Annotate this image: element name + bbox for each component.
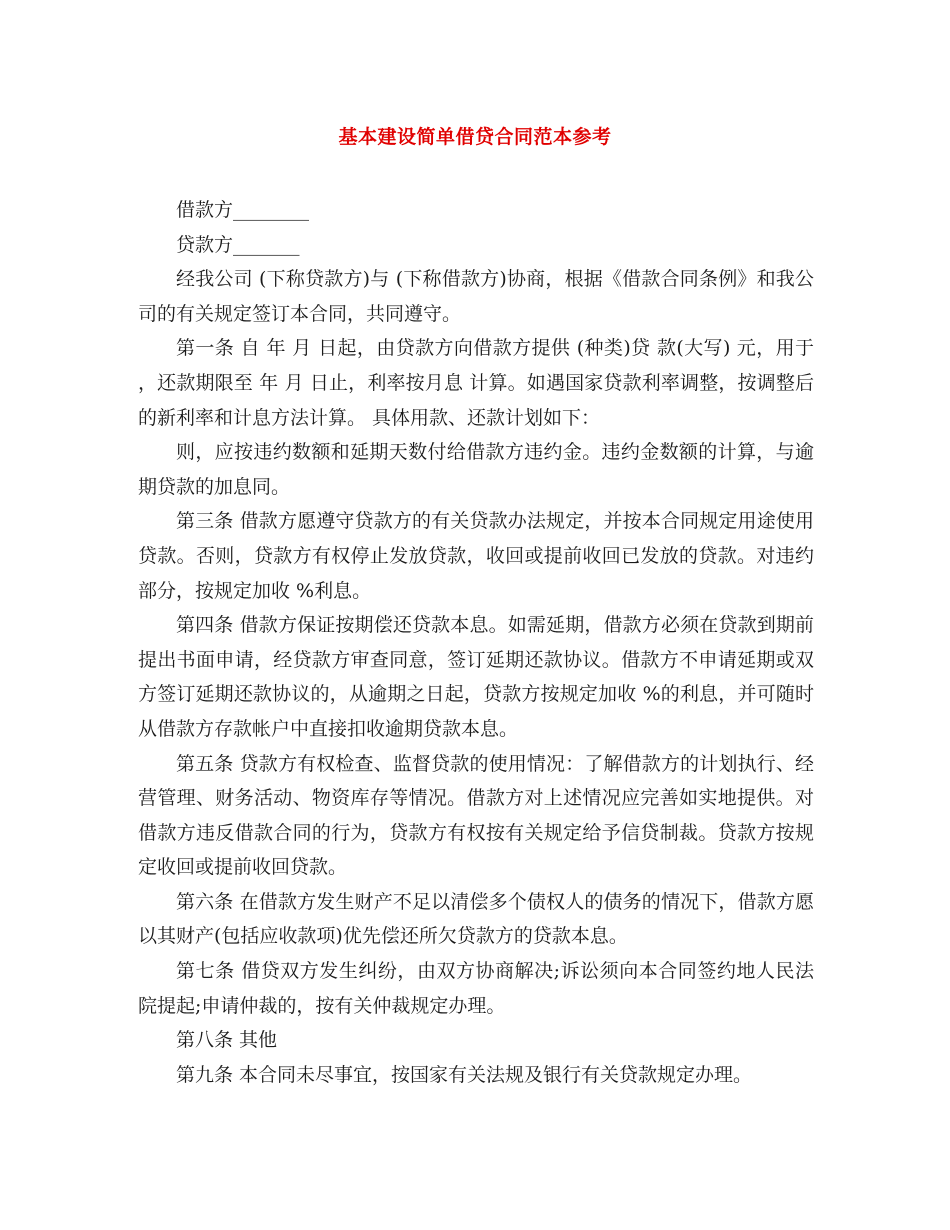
document-title: 基本建设简单借贷合同范本参考 [338, 126, 612, 148]
paragraph-penalty: 则，应按违约数额和延期天数付给借款方违约金。违约金数额的计算，与逾期贷款的加息同。 [138, 441, 814, 498]
borrower-line: 借款方________ [176, 199, 310, 221]
paragraph-article-4: 第四条 借款方保证按期偿还贷款本息。如需延期，借款方必须在贷款到期前提出书面申请，经贷款方审查同意，签订延期还款协议。借款方不申请延期或双方签订延期还款协议的，从逾期之日起，贷款方按规定加收 %的利息，并可随时从借款方存款帐户中直接扣收逾期贷款本息。 [138, 614, 814, 740]
paragraph-article-3: 第三条 借款方愿遵守贷款方的有关贷款办法规定，并按本合同规定用途使用贷款。否则，贷款方有权停止发放贷款，收回或提前收回已发放的贷款。对违约部分，按规定加收 %利息。 [138, 510, 814, 602]
document-body [138, 193, 814, 1092]
paragraph-article-8: 第八条 其他 [176, 1029, 278, 1052]
paragraph-article-7: 第七条 借贷双方发生纠纷，由双方协商解决;诉讼须向本合同签约地人民法院提起;申请仲裁的，按有关仲裁规定办理。 [138, 960, 814, 1017]
paragraph-preamble: 经我公司 (下称贷款方)与 (下称借款方)协商，根据《借款合同条例》和我公司的有关规定签订本合同，共同遵守。 [138, 268, 814, 325]
paragraph-article-5: 第五条 贷款方有权检查、监督贷款的使用情况：了解借款方的计划执行、经营管理、财务活动、物资库存等情况。借款方对上述情况应完善如实地提供。对借款方违反借款合同的行为，贷款方有权按有关规定给予信贷制裁。贷款方按规定收回或提前收回贷款。 [138, 752, 814, 879]
paragraph-article-1: 第一条 自 年 月 日起，由贷款方向借款方提供 (种类)贷 款(大写) 元，用于 ，还款期限至 年 月 日止，利率按月息 计算。如遇国家贷款利率调整，按调整后的新利率和计息方法计算。 具体用款、还款计划如下： [138, 337, 814, 429]
paragraph-article-9: 第九条 本合同未尽事宜，按国家有关法规及银行有关贷款规定办理。 [176, 1063, 753, 1086]
lender-line: 贷款方_______ [176, 233, 300, 256]
paragraph-article-6: 第六条 在借款方发生财产不足以清偿多个债权人的债务的情况下，借款方愿以其财产(包括应收款项)优先偿还所欠贷款方的贷款本息。 [138, 890, 814, 948]
